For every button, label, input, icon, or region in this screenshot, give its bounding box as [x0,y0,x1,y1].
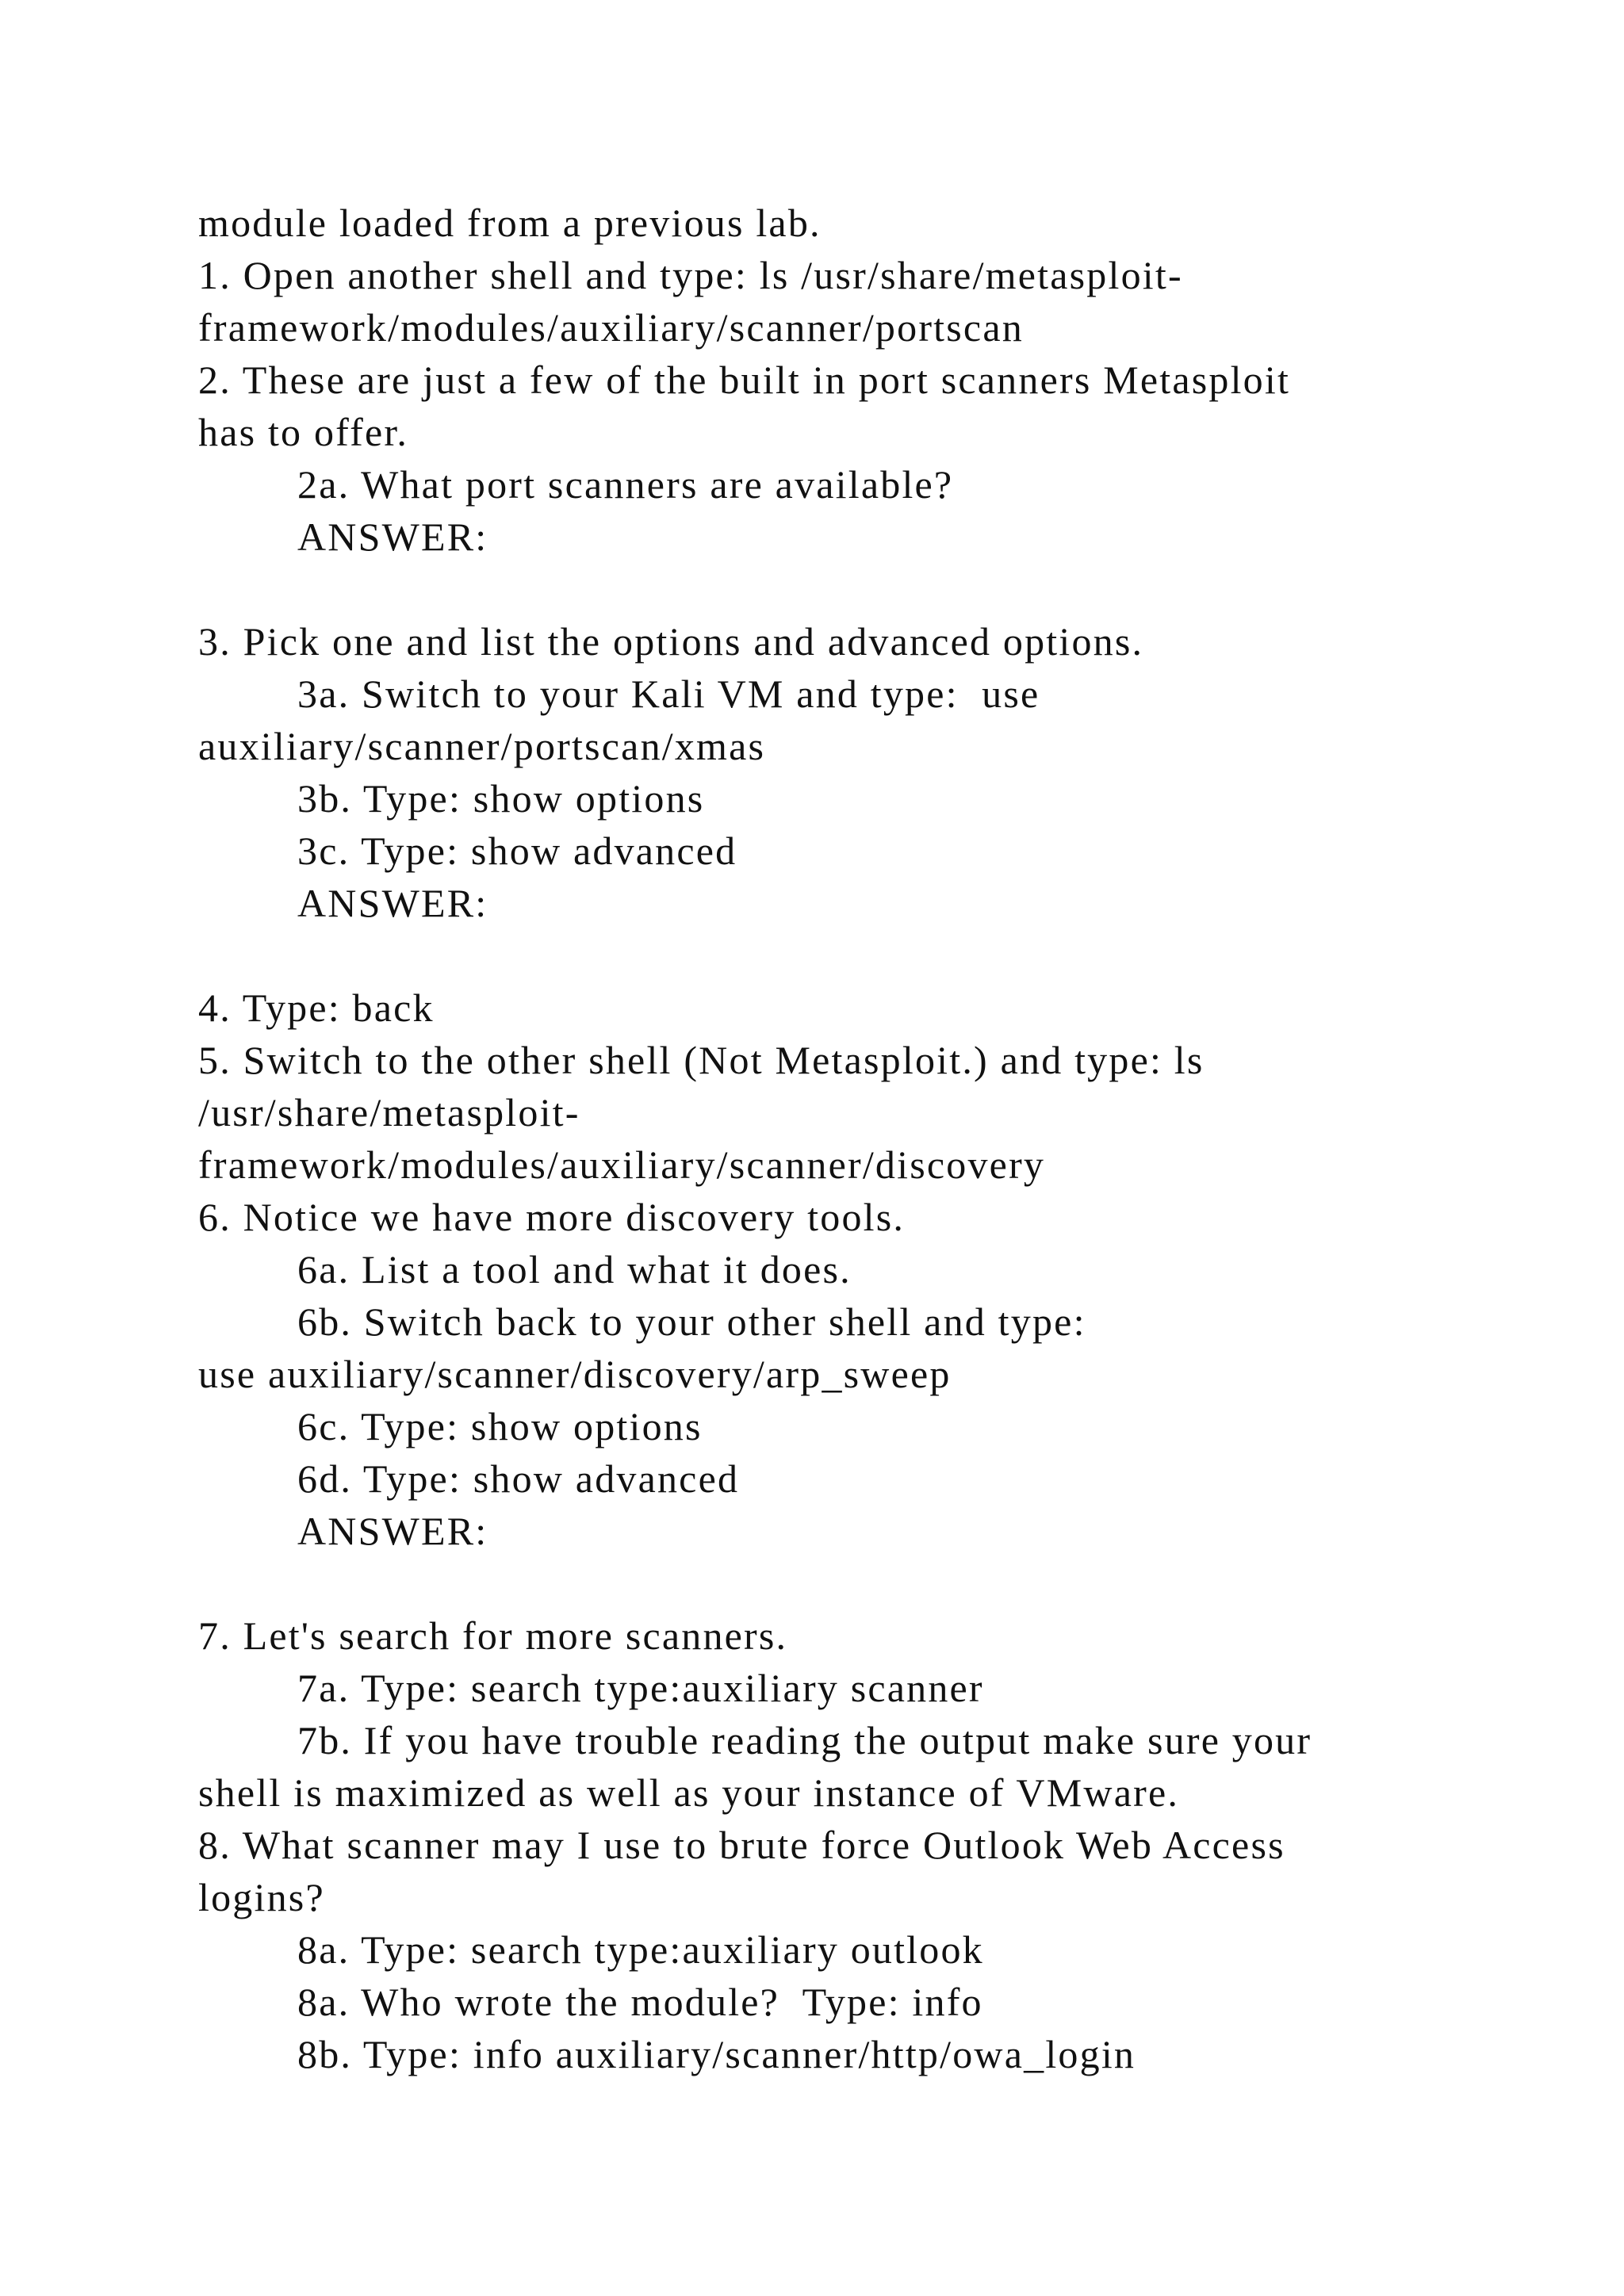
step-7b: 7b. If you have trouble reading the output make sure your [297,1718,1312,1762]
text-line: shell is maximized as well as your instance of VMware. [198,1770,1180,1815]
step-3c: 3c. Type: show advanced [297,828,737,873]
step-5: 5. Switch to the other shell (Not Metasploit.) and type: ls [198,1038,1205,1082]
step-6c: 6c. Type: show options [297,1404,703,1448]
step-8a-second: 8a. Who wrote the module? Type: info [297,1980,983,2024]
step-6: 6. Notice we have more discovery tools. [198,1195,906,1239]
step-7a: 7a. Type: search type:auxiliary scanner [297,1666,984,1710]
step-3: 3. Pick one and list the options and advanced options. [198,619,1144,664]
blank-line [198,563,1435,615]
text-line: /usr/share/metasploit- [198,1090,580,1135]
step-3a: 3a. Switch to your Kali VM and type: use [297,672,1040,716]
text-line: use auxiliary/scanner/discovery/arp_sweep [198,1352,952,1396]
step-2: 2. These are just a few of the built in port scanners Metasploit [198,358,1291,402]
blank-line [198,929,1435,982]
step-1: 1. Open another shell and type: ls /usr/share/metasploit- [198,253,1183,297]
step-4: 4. Type: back [198,985,435,1030]
step-8a: 8a. Type: search type:auxiliary outlook [297,1927,984,1972]
blank-line [198,1557,1435,1609]
step-6d: 6d. Type: show advanced [297,1456,740,1501]
text-line: module loaded from a previous lab. [198,201,822,245]
answer-label: ANSWER: [297,1509,488,1553]
step-8b: 8b. Type: info auxiliary/scanner/http/owa_login [297,2032,1136,2076]
step-7: 7. Let's search for more scanners. [198,1613,788,1658]
step-8: 8. What scanner may I use to brute force Outlook Web Access [198,1823,1285,1867]
document-body [198,197,1435,2080]
step-3b: 3b. Type: show options [297,776,705,821]
text-line: logins? [198,1875,325,1919]
text-line: framework/modules/auxiliary/scanner/discovery [198,1142,1046,1187]
text-line: has to offer. [198,410,409,454]
text-line: framework/modules/auxiliary/scanner/portscan [198,305,1024,350]
text-line: auxiliary/scanner/portscan/xmas [198,724,766,768]
step-2a: 2a. What port scanners are available? [297,462,954,507]
answer-label: ANSWER: [297,515,488,559]
step-6a: 6a. List a tool and what it does. [297,1247,852,1292]
answer-label: ANSWER: [297,881,488,925]
step-6b: 6b. Switch back to your other shell and type: [297,1299,1086,1344]
